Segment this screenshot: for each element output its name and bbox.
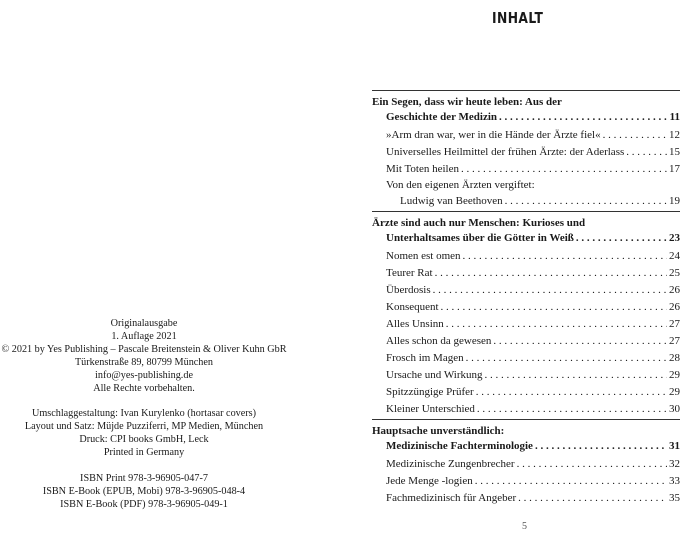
- dot-leader: [463, 248, 667, 265]
- page-number: 27: [669, 335, 680, 347]
- page-number: 27: [669, 318, 680, 330]
- toc-chapter: [372, 211, 680, 418]
- entry-title: Alles Unsinn: [386, 318, 444, 330]
- page-number: 30: [669, 403, 680, 415]
- dot-leader: [499, 109, 668, 125]
- dot-leader: [477, 401, 667, 418]
- dot-leader: [493, 333, 667, 350]
- toc-entry: [372, 333, 680, 350]
- imprint-line: Türkenstraße 89, 80799 München: [74, 356, 214, 368]
- toc-entry: [372, 350, 680, 367]
- chapter-title-line: Ein Segen, dass wir heute leben: Aus der: [372, 96, 562, 108]
- page-number: 28: [669, 352, 680, 364]
- entry-title: Kleiner Unterschied: [386, 403, 475, 415]
- imprint-block: [0, 318, 288, 512]
- imprint-line: 1. Auflage 2021: [111, 330, 177, 342]
- toc-entry: [372, 282, 680, 299]
- entry-title: »Arm dran war, wer in die Hände der Ärzte fiel«: [386, 129, 601, 141]
- chapter-title-line: Hauptsache unverständlich:: [372, 425, 505, 437]
- dot-leader: [603, 127, 667, 144]
- page-number: 23: [669, 232, 680, 244]
- imprint-line: Originalausgabe: [110, 318, 178, 329]
- dot-leader: [505, 193, 667, 210]
- page-number: 24: [669, 250, 680, 262]
- imprint-line: Layout und Satz: Müjde Puzziferri, MP Medien, München: [24, 421, 264, 433]
- toc-entry: [372, 316, 680, 333]
- page-number: 11: [669, 111, 680, 123]
- toc-title: INHALT: [492, 9, 544, 27]
- toc-entry: [372, 299, 680, 316]
- toc-chapter: [372, 419, 680, 507]
- dot-leader: [441, 299, 667, 316]
- imprint-line: Druck: CPI books GmbH, Leck: [79, 434, 209, 446]
- page-number-footer: 5: [522, 521, 527, 532]
- chapter-title-row: [372, 438, 680, 454]
- dot-leader: [518, 490, 667, 507]
- imprint-line: Printed in Germany: [103, 447, 185, 459]
- page-number: 26: [669, 301, 680, 313]
- entry-title: Medizinische Zungenbrecher: [386, 458, 515, 470]
- toc-entry: [372, 248, 680, 265]
- entry-title: Teurer Rat: [386, 267, 433, 279]
- toc-entry: [372, 144, 680, 161]
- entry-title: Mit Toten heilen: [386, 163, 459, 175]
- entry-title: Fachmedizinisch für Angeber: [386, 492, 517, 504]
- imprint-line: ISBN Print 978-3-96905-047-7: [80, 473, 208, 485]
- page-number: 15: [669, 146, 680, 158]
- chapter-title-row: [372, 109, 680, 125]
- toc-entry: [372, 265, 680, 282]
- entry-title: Ludwig van Beethoven: [400, 195, 503, 207]
- imprint-line: info@yes-publishing.de: [95, 369, 193, 381]
- dot-leader: [433, 282, 667, 299]
- entry-title: Jede Menge -logien: [386, 475, 473, 487]
- dot-leader: [435, 265, 667, 282]
- toc-entry: [372, 384, 680, 401]
- page-number: 26: [669, 284, 680, 296]
- imprint-line: Alle Rechte vorbehalten.: [93, 382, 195, 394]
- entry-title: Frosch im Magen: [386, 352, 464, 364]
- dot-leader: [626, 144, 667, 161]
- page-number: 19: [669, 195, 680, 207]
- page-number: 29: [669, 369, 680, 381]
- entry-title: Konsequent: [386, 301, 439, 313]
- imprint-spacer: [0, 395, 288, 408]
- dot-leader: [476, 384, 667, 401]
- dot-leader: [446, 316, 667, 333]
- entry-title: Alles schon da gewesen: [386, 335, 492, 347]
- page-number: 35: [669, 492, 680, 504]
- page-number: 29: [669, 386, 680, 398]
- dot-leader: [576, 230, 667, 246]
- entry-title: Universelles Heilmittel der frühen Ärzte: der Aderlass: [386, 146, 625, 158]
- dot-leader: [461, 161, 667, 178]
- entry-title: Spitzzüngige Prüfer: [386, 386, 474, 398]
- chapter-title-row: [372, 230, 680, 246]
- toc-entry: [372, 193, 680, 210]
- imprint-line: ISBN E-Book (EPUB, Mobi) 978-3-96905-048-4: [42, 485, 246, 497]
- table-of-contents: [372, 90, 680, 507]
- imprint-spacer: [0, 460, 288, 473]
- entry-title: Nomen est omen: [386, 250, 461, 262]
- entry-title: Überdosis: [386, 284, 431, 296]
- imprint-line: © 2021 by Yes Publishing – Pascale Breitenstein & Oliver Kuhn GbR: [1, 343, 287, 355]
- toc-entry: [372, 456, 680, 473]
- imprint-line: Umschlaggestaltung: Ivan Kurylenko (hortasar covers): [31, 408, 257, 420]
- toc-chapter: [372, 90, 680, 210]
- page-number: 31: [669, 440, 680, 452]
- dot-leader: [485, 367, 668, 384]
- chapter-title-line: Medizinische Fachterminologie: [386, 440, 533, 452]
- entry-title: Ursache und Wirkung: [386, 369, 483, 381]
- dot-leader: [535, 438, 667, 454]
- toc-entry: [372, 473, 680, 490]
- toc-entry: [372, 127, 680, 144]
- toc-entry: [372, 367, 680, 384]
- toc-entry: [372, 161, 680, 178]
- dot-leader: [466, 350, 667, 367]
- dot-leader: [475, 473, 667, 490]
- chapter-title-line: Unterhaltsames über die Götter in Weiß: [386, 232, 574, 244]
- page-number: 12: [669, 129, 680, 141]
- chapter-title-line: Ärzte sind auch nur Menschen: Kurioses und: [372, 217, 586, 229]
- page-number: 32: [669, 458, 680, 470]
- page-number: 17: [669, 163, 680, 175]
- page-number: 25: [669, 267, 680, 279]
- toc-entry: [372, 490, 680, 507]
- entry-title: Von den eigenen Ärzten vergiftet:: [386, 179, 535, 191]
- toc-entry: [372, 401, 680, 418]
- page-number: 33: [669, 475, 680, 487]
- chapter-title-line: Geschichte der Medizin: [386, 111, 497, 123]
- imprint-line: ISBN E-Book (PDF) 978-3-96905-049-1: [60, 498, 228, 510]
- dot-leader: [517, 456, 667, 473]
